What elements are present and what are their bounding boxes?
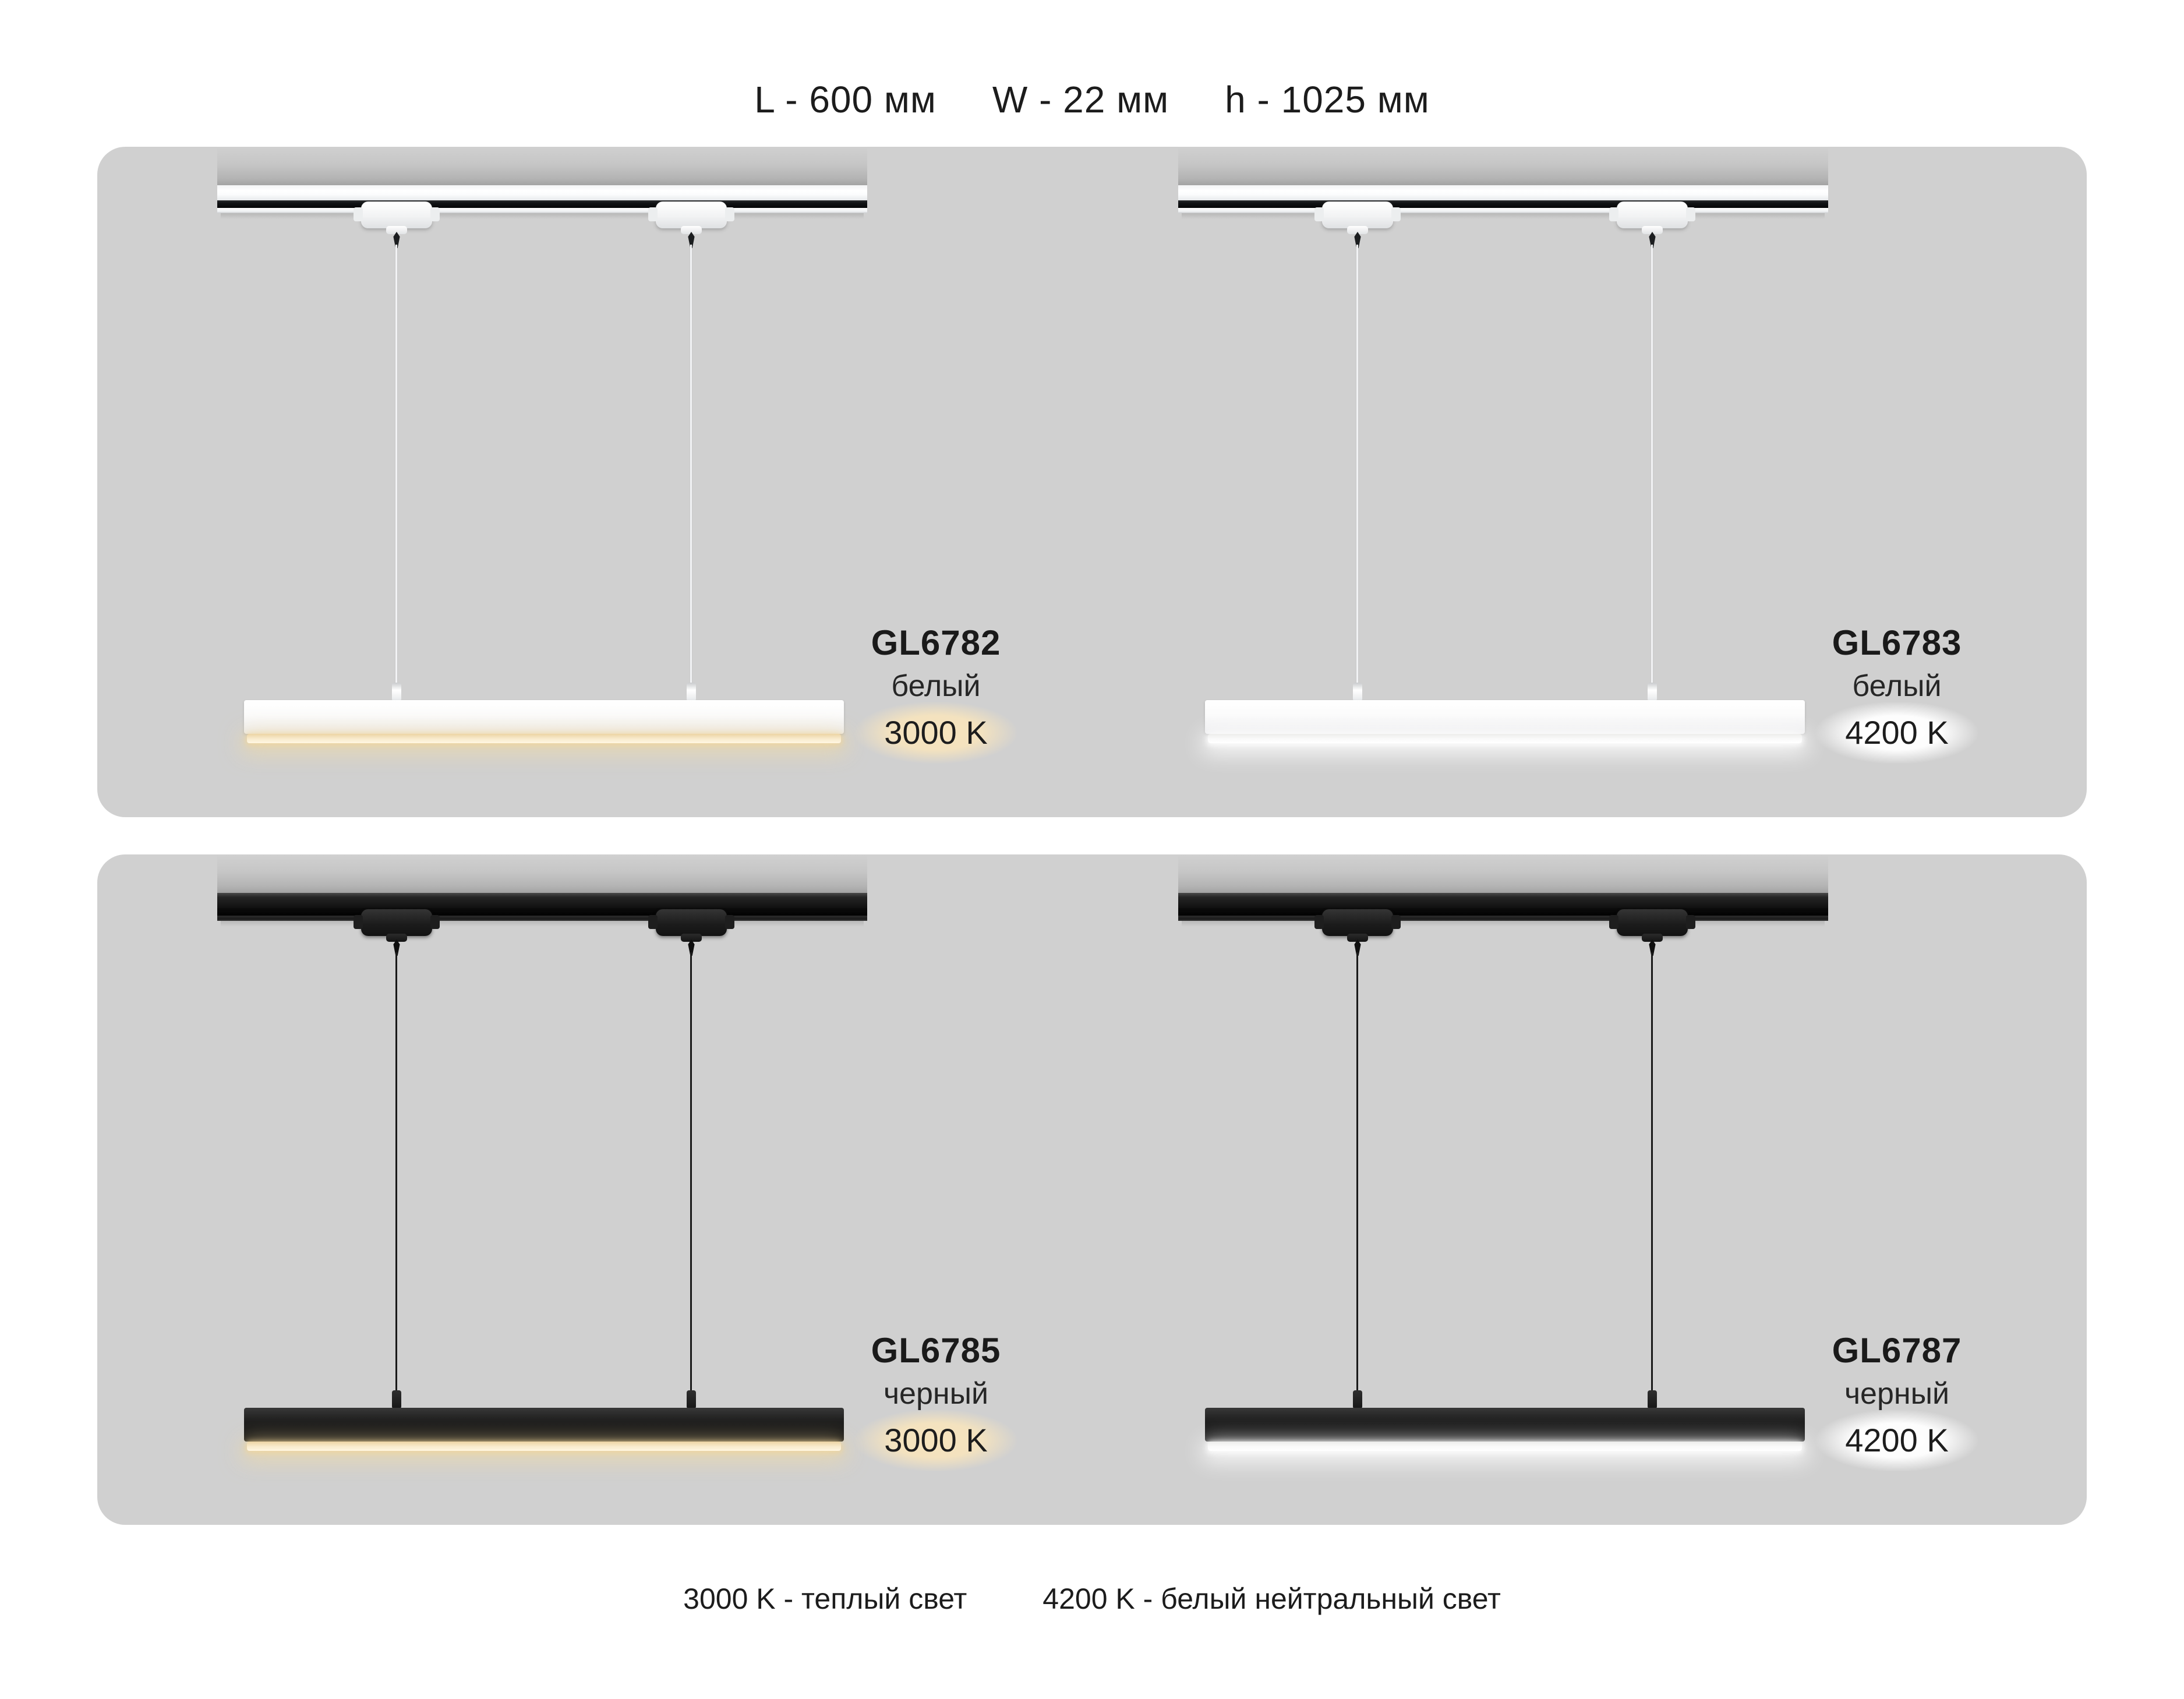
suspension-cord [1651,952,1653,1390]
bar-body [244,1408,844,1442]
product-scene-gl6783 [1058,147,2058,817]
product-label [811,1333,1061,1457]
products-panel-white [97,147,2087,817]
light-strip [247,1442,841,1451]
ceiling-shadow [217,854,867,893]
track-rail [217,893,867,921]
track-face [1178,893,1828,908]
track-adapter [1617,202,1688,228]
track-slot [1178,200,1828,208]
legend-item-warm: 3000 K - теплый свет [683,1583,967,1615]
track-lip [217,208,867,213]
product-code: GL6787 [1832,1331,1962,1370]
product-label [1772,1333,2022,1457]
track-adapter [361,202,432,228]
product-scene-gl6782 [97,147,1097,817]
light-strip [1208,1442,1802,1451]
pendant-bar [244,1408,844,1451]
ceiling-shadow [217,147,867,185]
dimension-length: L - 600 мм [754,79,936,121]
temperature-badge [1845,716,1949,749]
legend-item-neutral: 4200 K - белый нейтральный свет [1042,1583,1501,1615]
cord-connector [1353,1390,1362,1409]
product-code: GL6785 [871,1331,1001,1370]
bar-body [244,700,844,734]
temperature-value: 4200 K [1845,714,1949,751]
track-rail [217,185,867,213]
track-adapter [1322,202,1393,228]
product-color-name: черный [1844,1377,1950,1411]
suspension-cord [1356,952,1358,1390]
dimension-width: W - 22 мм [992,79,1169,121]
pendant-bar [1205,700,1805,743]
product-scene-gl6787 [1058,854,2058,1525]
bar-body [1205,700,1805,734]
temperature-badge [1845,1424,1949,1457]
product-code: GL6783 [1832,623,1962,662]
products-panel-black [97,854,2087,1525]
dimension-height: h - 1025 мм [1225,79,1430,121]
temperature-value: 3000 K [884,1422,988,1458]
footer-legend [0,1582,2184,1616]
ceiling-shadow [1178,147,1828,185]
temperature-badge [884,716,988,749]
product-color-name: черный [883,1377,989,1411]
product-label [811,623,1061,751]
temperature-badge [884,1424,988,1457]
track-adapter [1617,909,1688,936]
track-adapter [1322,909,1393,936]
suspension-cord [395,245,397,683]
cord-connector [687,1390,696,1409]
track-rail [1178,185,1828,213]
track-face [217,185,867,200]
bar-body [1205,1408,1805,1442]
product-code: GL6782 [871,623,1001,662]
track-face [217,893,867,908]
suspension-cord [395,952,397,1390]
track-lip [1178,208,1828,213]
track-slot [1178,908,1828,916]
suspension-cord [690,952,692,1390]
cord-connector [1648,683,1657,701]
pendant-bar [244,700,844,743]
cord-connector [687,683,696,701]
product-color-name: белый [1852,669,1942,703]
track-rail [1178,893,1828,921]
suspension-cord [1651,245,1653,683]
product-label [1772,623,2022,751]
product-scene-gl6785 [97,854,1097,1525]
ceiling-shadow [1178,854,1828,893]
temperature-value: 3000 K [884,714,988,751]
pendant-bar [1205,1408,1805,1451]
light-strip [247,734,841,743]
dimensions-header [0,78,2184,121]
track-face [1178,185,1828,200]
cord-connector [392,1390,401,1409]
track-slot [217,908,867,916]
product-color-name: белый [891,669,981,703]
track-slot [217,200,867,208]
cord-connector [1353,683,1362,701]
track-adapter [656,909,727,936]
track-adapter [361,909,432,936]
temperature-value: 4200 K [1845,1422,1949,1458]
track-adapter [656,202,727,228]
track-lip [1178,916,1828,921]
suspension-cord [1356,245,1358,683]
light-strip [1208,734,1802,743]
track-lip [217,916,867,921]
cord-connector [392,683,401,701]
cord-connector [1648,1390,1657,1409]
suspension-cord [690,245,692,683]
